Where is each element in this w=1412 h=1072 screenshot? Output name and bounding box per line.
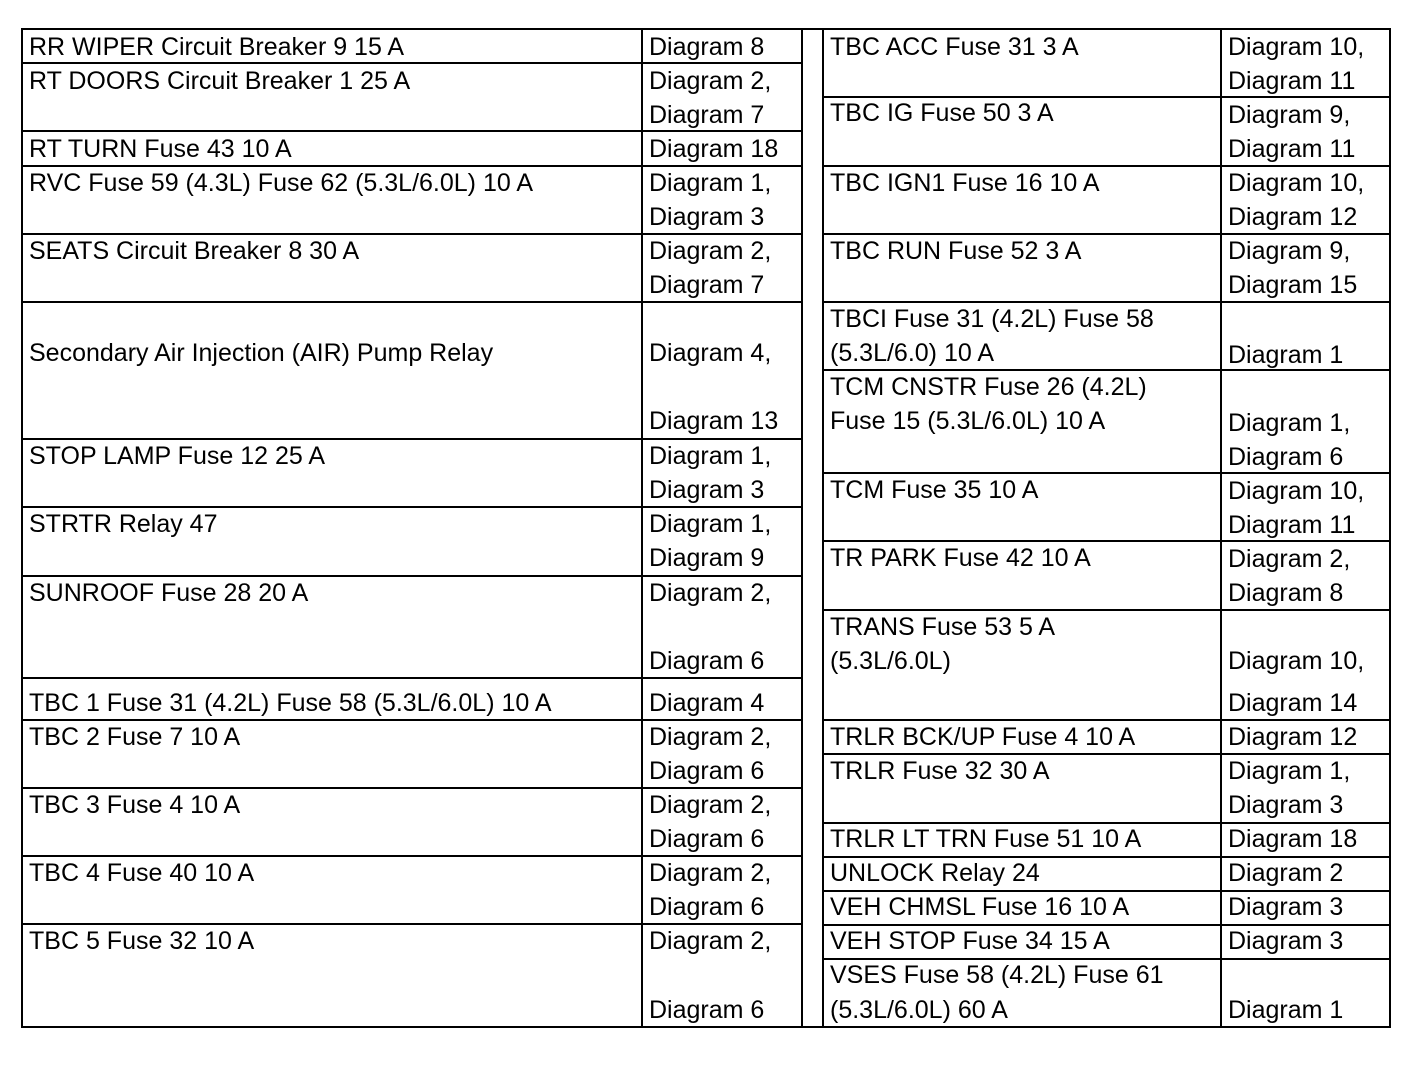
- row-divider: [824, 753, 1389, 755]
- right-row-diagram: Diagram 2,: [1228, 545, 1351, 573]
- right-row-name: TR PARK Fuse 42 10 A: [830, 544, 1091, 572]
- right-row-diagram: Diagram 11: [1228, 511, 1356, 539]
- left-row-diagram: Diagram 6: [649, 757, 765, 785]
- row-divider: [824, 856, 1389, 858]
- left-row-diagram: Diagram 1,: [649, 510, 772, 538]
- left-row-diagram: Diagram 1,: [649, 169, 772, 197]
- right-row-diagram: Diagram 3: [1228, 791, 1344, 819]
- left-row-name: Secondary Air Injection (AIR) Pump Relay: [29, 339, 494, 367]
- left-row-diagram: Diagram 18: [649, 135, 779, 163]
- row-divider: [23, 923, 801, 925]
- right-row-diagram: Diagram 9,: [1228, 101, 1351, 129]
- right-row-name: TBC ACC Fuse 31 3 A: [830, 33, 1079, 61]
- left-row-diagram: Diagram 13: [649, 407, 779, 435]
- right-row-diagram: Diagram 12: [1228, 723, 1358, 751]
- right-row-name: UNLOCK Relay 24: [830, 859, 1040, 887]
- left-row-diagram: Diagram 6: [649, 893, 765, 921]
- row-divider: [23, 506, 801, 508]
- right-row-diagram: Diagram 2: [1228, 859, 1344, 887]
- right-row-diagram: Diagram 9,: [1228, 237, 1351, 265]
- right-row-name: TCM Fuse 35 10 A: [830, 476, 1039, 504]
- right-row-name: TBC IGN1 Fuse 16 10 A: [830, 169, 1100, 197]
- left-row-diagram: Diagram 6: [649, 825, 765, 853]
- right-row-name: TBC RUN Fuse 52 3 A: [830, 237, 1082, 265]
- column-divider: [801, 30, 803, 1026]
- right-row-name: TRLR BCK/UP Fuse 4 10 A: [830, 723, 1136, 751]
- right-row-name: (5.3L/6.0L) 60 A: [830, 996, 1008, 1024]
- row-divider: [824, 165, 1389, 167]
- left-row-name: TBC 4 Fuse 40 10 A: [29, 859, 255, 887]
- left-row-diagram: Diagram 9: [649, 544, 765, 572]
- left-row-name: TBC 2 Fuse 7 10 A: [29, 723, 241, 751]
- right-row-diagram: Diagram 12: [1228, 203, 1358, 231]
- right-row-diagram: Diagram 1: [1228, 341, 1344, 369]
- row-divider: [824, 890, 1389, 892]
- row-divider: [824, 301, 1389, 303]
- row-divider: [23, 855, 801, 857]
- right-row-name: TCM CNSTR Fuse 26 (4.2L): [830, 373, 1147, 401]
- row-divider: [824, 924, 1389, 926]
- left-row-diagram: Diagram 2,: [649, 723, 772, 751]
- right-row-diagram: Diagram 6: [1228, 443, 1344, 471]
- left-row-diagram: Diagram 2,: [649, 579, 772, 607]
- row-divider: [824, 609, 1389, 611]
- row-divider: [23, 233, 801, 235]
- right-row-diagram: Diagram 11: [1228, 135, 1356, 163]
- right-row-diagram: Diagram 11: [1228, 67, 1356, 95]
- row-divider: [824, 369, 1389, 371]
- left-row-diagram: Diagram 3: [649, 476, 765, 504]
- right-row-name: TRLR Fuse 32 30 A: [830, 757, 1050, 785]
- right-row-diagram: Diagram 10,: [1228, 647, 1365, 675]
- row-divider: [23, 677, 801, 679]
- row-divider: [824, 540, 1389, 542]
- row-divider: [824, 96, 1389, 98]
- left-row-name: STRTR Relay 47: [29, 510, 218, 538]
- left-row-name: RR WIPER Circuit Breaker 9 15 A: [29, 33, 405, 61]
- left-row-name: STOP LAMP Fuse 12 25 A: [29, 442, 326, 470]
- right-row-name: VEH CHMSL Fuse 16 10 A: [830, 893, 1130, 921]
- right-row-diagram: Diagram 8: [1228, 579, 1344, 607]
- right-row-diagram: Diagram 18: [1228, 825, 1358, 853]
- right-row-diagram: Diagram 3: [1228, 893, 1344, 921]
- right-row-diagram: Diagram 10,: [1228, 33, 1365, 61]
- row-divider: [824, 472, 1389, 474]
- left-row-diagram: Diagram 2,: [649, 237, 772, 265]
- right-row-diagram: Diagram 14: [1228, 689, 1358, 717]
- left-row-name: TBC 5 Fuse 32 10 A: [29, 927, 255, 955]
- row-divider: [824, 958, 1389, 960]
- row-divider: [824, 822, 1389, 824]
- column-divider: [822, 30, 824, 1026]
- row-divider: [23, 719, 801, 721]
- left-row-diagram: Diagram 2,: [649, 791, 772, 819]
- column-divider: [1220, 30, 1222, 1026]
- left-row-name: TBC 1 Fuse 31 (4.2L) Fuse 58 (5.3L/6.0L) 10 A: [29, 689, 552, 717]
- left-row-name: SUNROOF Fuse 28 20 A: [29, 579, 309, 607]
- left-row-diagram: Diagram 2,: [649, 859, 772, 887]
- right-row-name: (5.3L/6.0) 10 A: [830, 339, 995, 367]
- right-row-name: TRLR LT TRN Fuse 51 10 A: [830, 825, 1142, 853]
- right-row-diagram: Diagram 15: [1228, 271, 1358, 299]
- left-row-diagram: Diagram 3: [649, 203, 765, 231]
- left-row-name: TBC 3 Fuse 4 10 A: [29, 791, 241, 819]
- right-row-name: (5.3L/6.0L): [830, 647, 951, 675]
- right-row-name: VEH STOP Fuse 34 15 A: [830, 927, 1110, 955]
- row-divider: [23, 575, 801, 577]
- right-row-name: VSES Fuse 58 (4.2L) Fuse 61: [830, 961, 1164, 989]
- row-divider: [23, 130, 801, 132]
- right-row-name: TBCI Fuse 31 (4.2L) Fuse 58: [830, 305, 1154, 333]
- left-row-name: SEATS Circuit Breaker 8 30 A: [29, 237, 360, 265]
- left-row-name: RT TURN Fuse 43 10 A: [29, 135, 292, 163]
- right-row-name: Fuse 15 (5.3L/6.0L) 10 A: [830, 407, 1106, 435]
- row-divider: [23, 438, 801, 440]
- left-row-name: RT DOORS Circuit Breaker 1 25 A: [29, 67, 411, 95]
- left-row-diagram: Diagram 7: [649, 271, 765, 299]
- row-divider: [23, 301, 801, 303]
- right-row-name: TBC IG Fuse 50 3 A: [830, 99, 1054, 127]
- left-row-diagram: Diagram 2,: [649, 927, 772, 955]
- row-divider: [23, 787, 801, 789]
- right-row-diagram: Diagram 10,: [1228, 477, 1365, 505]
- left-row-diagram: Diagram 2,: [649, 67, 772, 95]
- right-row-diagram: Diagram 3: [1228, 927, 1344, 955]
- left-row-diagram: Diagram 1,: [649, 442, 772, 470]
- left-row-diagram: Diagram 4: [649, 689, 765, 717]
- fuse-index-table: [21, 28, 1391, 1028]
- row-divider: [23, 62, 801, 64]
- row-divider: [23, 165, 801, 167]
- left-row-diagram: Diagram 7: [649, 101, 765, 129]
- row-divider: [824, 719, 1389, 721]
- right-row-diagram: Diagram 1,: [1228, 757, 1351, 785]
- right-row-diagram: Diagram 1: [1228, 996, 1344, 1024]
- column-divider: [641, 30, 643, 1026]
- left-row-diagram: Diagram 4,: [649, 339, 772, 367]
- left-row-diagram: Diagram 6: [649, 996, 765, 1024]
- row-divider: [824, 233, 1389, 235]
- right-row-diagram: Diagram 1,: [1228, 409, 1351, 437]
- left-row-diagram: Diagram 8: [649, 33, 765, 61]
- left-row-diagram: Diagram 6: [649, 647, 765, 675]
- left-row-name: RVC Fuse 59 (4.3L) Fuse 62 (5.3L/6.0L) 10 A: [29, 169, 533, 197]
- right-row-diagram: Diagram 10,: [1228, 169, 1365, 197]
- right-row-name: TRANS Fuse 53 5 A: [830, 613, 1056, 641]
